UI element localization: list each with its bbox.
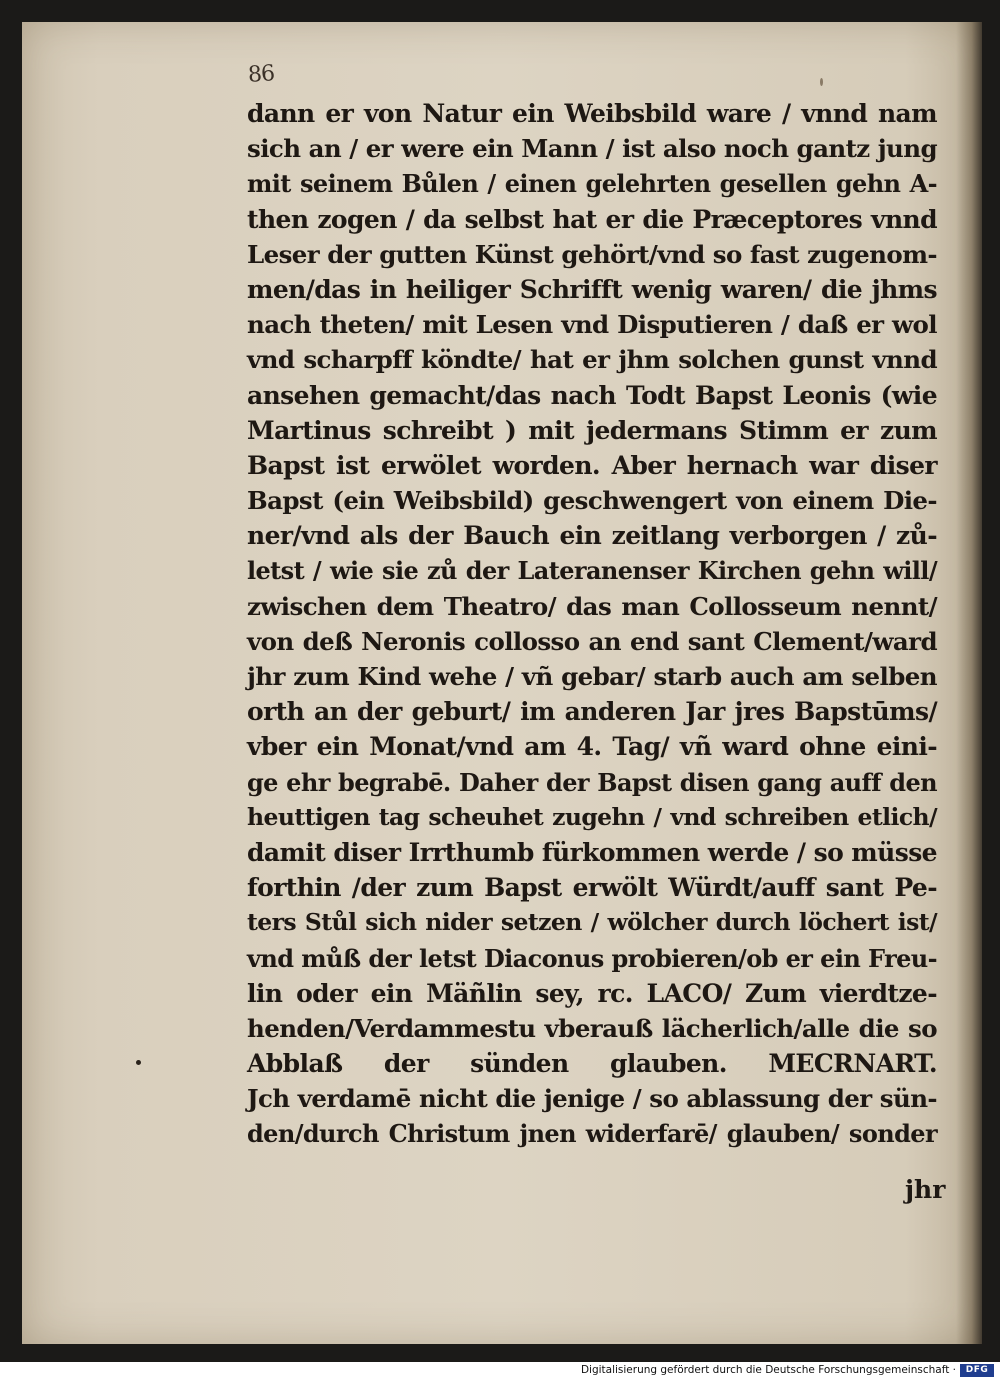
footer-bar	[0, 1362, 1000, 1380]
text-line: nach theten/ mit Lesen vnd Disputieren / daß er wol	[247, 310, 937, 340]
ink-speck	[136, 1060, 141, 1065]
text-line: damit diser Irrthumb fürkommen werde / so müsse	[247, 837, 937, 867]
text-line: Bapst (ein Weibsbild) geschwengert von einem Die-	[247, 486, 937, 516]
page-number: 86	[247, 61, 275, 88]
text-line: orth an der geburt/ im anderen Jar jres Bapstūms/	[247, 697, 937, 727]
text-line: zwischen dem Theatro/ das man Collosseum nennt/	[247, 591, 937, 621]
text-line: forthin /der zum Bapst erwölt Würdt/auff sant Pe-	[247, 873, 937, 903]
text-line: jhr zum Kind wehe / vñ gebar/ starb auch am selben	[247, 662, 937, 691]
text-line: vnd scharpff köndte/ hat er jhm solchen gunst vnnd	[247, 345, 937, 375]
text-line: vnd můß der letst Diaconus probieren/ob er ein Freu-	[247, 943, 937, 973]
text-line: then zogen / da selbst hat er die Præceptores vnnd	[247, 204, 937, 234]
text-line: Jch verdamē nicht die jenige / so ablassung der sün-	[247, 1084, 937, 1114]
page-gutter-shadow	[956, 22, 982, 1344]
text-line: Martinus schreibt ) mit jedermans Stimm er zum	[247, 415, 937, 445]
text-line: men/das in heiliger Schrifft wenig waren/ die jhms	[247, 274, 937, 304]
main-text	[247, 96, 937, 1152]
text-line: von deß Neronis collosso an end sant Clement/ward	[247, 626, 937, 656]
text-line: letst / wie sie zů der Lateranenser Kirchen gehn will/	[247, 556, 937, 586]
text-line: Bapst ist erwölet worden. Aber hernach war diser	[247, 450, 937, 480]
dfg-logo: DFG	[960, 1364, 994, 1377]
text-line: ansehen gemacht/das nach Todt Bapst Leonis (wie	[247, 380, 937, 410]
text-line: heuttigen tag scheuhet zugehn / vnd schreiben etlich/	[247, 802, 937, 831]
text-line: sich an / er were ein Mann / ist also noch gantz jung	[247, 134, 937, 164]
text-line: ters Stůl sich nider setzen / wölcher durch löchert ist/	[247, 908, 937, 937]
funding-credit: Digitalisierung gefördert durch die Deutsche Forschungsgemeinschaft ·	[580, 1364, 956, 1376]
catchword: jhr	[905, 1175, 946, 1204]
text-line: dann er von Natur ein Weibsbild ware / vnnd nam	[247, 99, 937, 128]
text-line: vber ein Monat/vnd am 4. Tag/ vñ ward ohne eini-	[247, 732, 937, 762]
text-line: henden/Verdammestu vberauß lächerlich/alle die so	[247, 1013, 937, 1043]
text-line: Leser der gutten Künst gehört/vnd so fast zugenom-	[247, 239, 937, 269]
text-line: ner/vnd als der Bauch ein zeitlang verborgen / zů-	[247, 521, 937, 551]
text-line: ge ehr begrabē. Daher der Bapst disen gang auff den	[247, 767, 937, 797]
text-line: den/durch Christum jnen widerfarē/ glauben/ sonder	[247, 1119, 937, 1149]
text-line: mit seinem Bůlen / einen gelehrten gesellen gehn A-	[247, 169, 937, 199]
ink-speck	[820, 78, 823, 86]
text-line: lin oder ein Mäñlin sey, rc. LACO/ Zum vierdtze-	[247, 978, 937, 1008]
text-line: Abblaß der sünden glauben. MECRNART.	[247, 1049, 937, 1079]
